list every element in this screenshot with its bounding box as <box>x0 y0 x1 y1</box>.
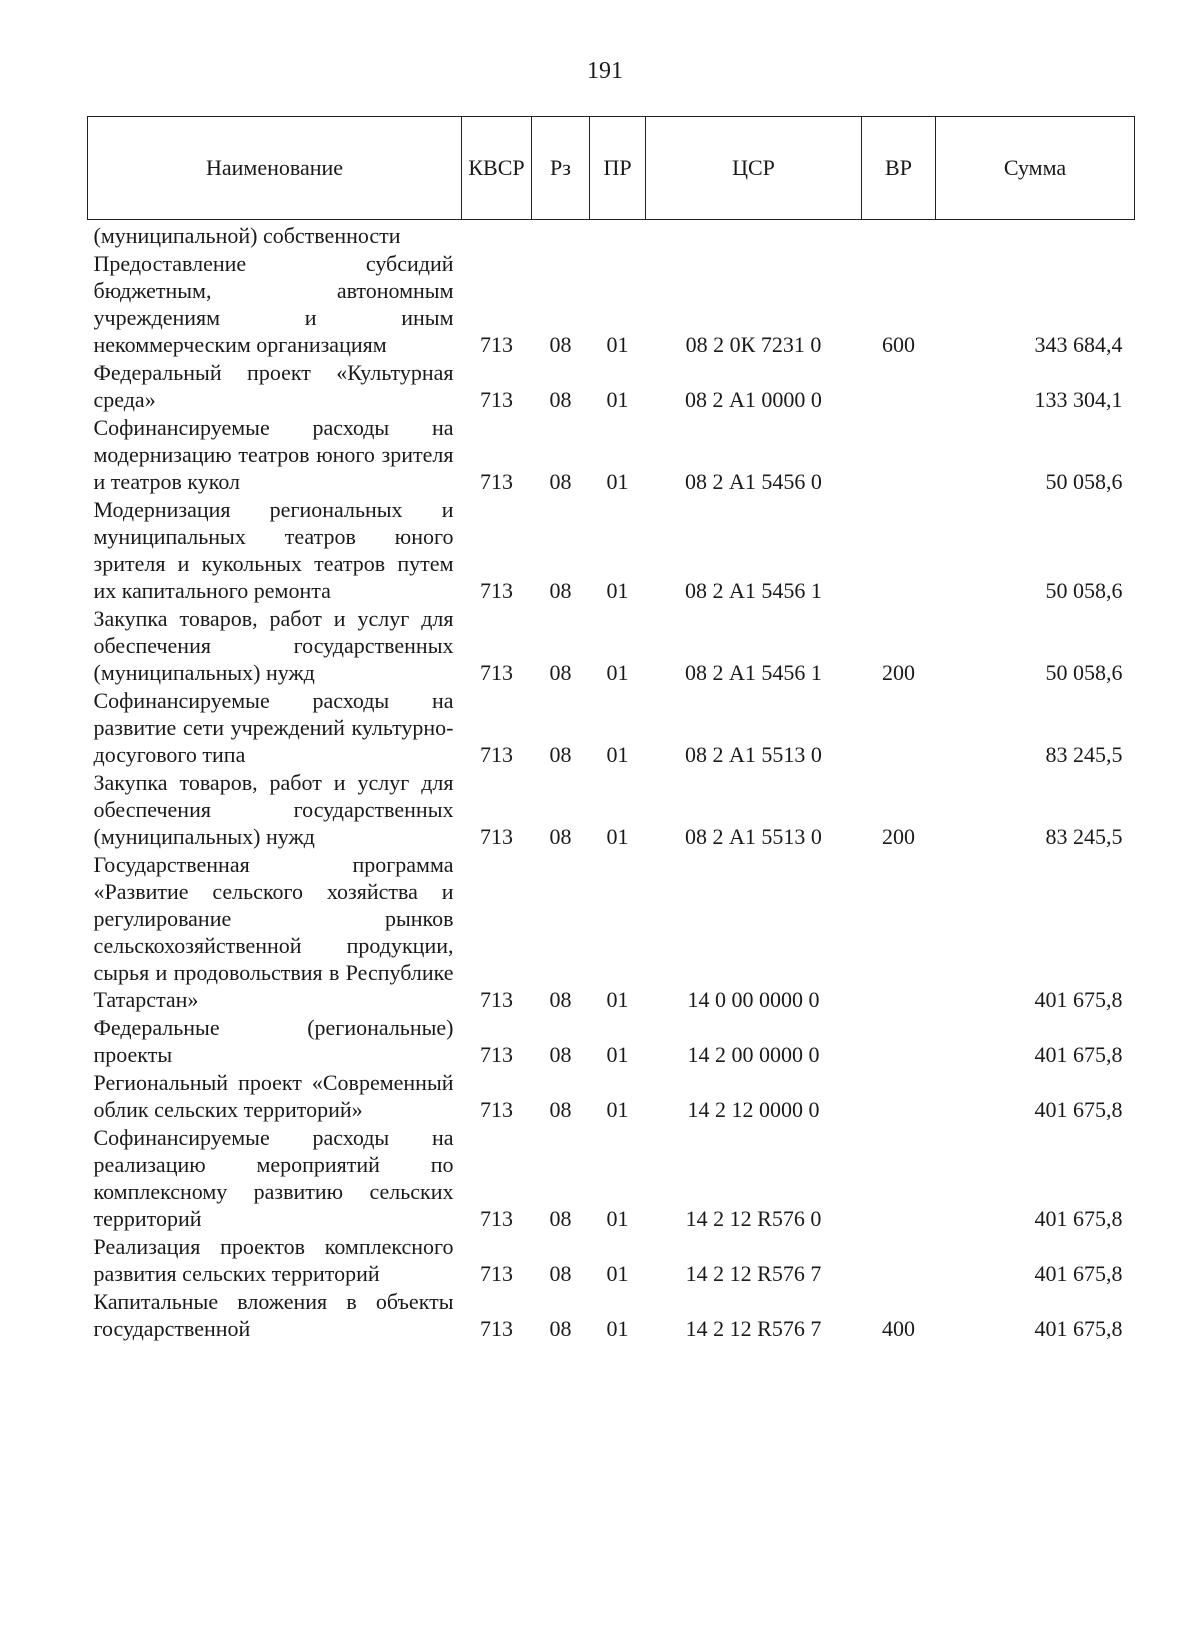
cell-rz: 08 <box>549 1316 572 1341</box>
cell-vr: 600 <box>882 332 915 357</box>
cell-pr: 01 <box>606 987 629 1012</box>
cell-vr: 200 <box>882 824 915 849</box>
table-row <box>88 605 1135 687</box>
table-row <box>88 1014 1135 1069</box>
cell-csr: 14 2 12 R576 7 <box>685 1261 822 1286</box>
cell-sum: 401 675,8 <box>1034 1097 1123 1122</box>
cell-csr: 14 0 00 0000 0 <box>687 987 820 1012</box>
table-row <box>88 359 1135 414</box>
cell-pr: 01 <box>606 824 629 849</box>
page-number: 191 <box>587 58 623 84</box>
cell-kvsr: 713 <box>480 1042 513 1067</box>
header-pr: ПР <box>590 117 646 220</box>
cell-sum: 401 675,8 <box>1034 1261 1123 1286</box>
header-vr: ВР <box>862 117 936 220</box>
cell-pr: 01 <box>606 387 629 412</box>
cell-kvsr: 713 <box>480 660 513 685</box>
cell-name: Закупка товаров, работ и услуг для обеспечения государственных (муниципальных) нужд <box>93 606 454 685</box>
cell-csr: 14 2 12 R576 7 <box>685 1316 822 1341</box>
cell-pr: 01 <box>606 1097 629 1122</box>
cell-name: Предоставление субсидий бюджетным, автономным учреждениям и иным некоммерческим организациям <box>93 251 454 357</box>
cell-sum: 50 058,6 <box>1045 469 1123 494</box>
cell-vr: 200 <box>882 660 915 685</box>
cell-sum <box>936 220 1135 251</box>
cell-rz: 08 <box>549 1261 572 1286</box>
cell-csr: 14 2 12 R576 0 <box>685 1206 822 1231</box>
cell-name: (муниципальной) собственности <box>93 223 401 248</box>
cell-pr <box>590 220 646 251</box>
cell-sum: 50 058,6 <box>1045 578 1123 603</box>
cell-kvsr: 713 <box>480 742 513 767</box>
cell-kvsr: 713 <box>480 1206 513 1231</box>
cell-csr: 14 2 00 0000 0 <box>687 1042 820 1067</box>
cell-vr <box>862 1124 936 1233</box>
cell-vr <box>862 687 936 769</box>
cell-kvsr <box>462 220 532 251</box>
cell-sum: 133 304,1 <box>1034 387 1123 412</box>
table-row <box>88 1233 1135 1288</box>
cell-csr: 14 2 12 0000 0 <box>687 1097 820 1122</box>
cell-csr: 08 2 А1 5513 0 <box>685 742 822 767</box>
table-row <box>88 769 1135 851</box>
cell-rz: 08 <box>549 1097 572 1122</box>
cell-name: Закупка товаров, работ и услуг для обеспечения государственных (муниципальных) нужд <box>93 770 454 849</box>
cell-rz: 08 <box>549 660 572 685</box>
table-row <box>88 1069 1135 1124</box>
cell-kvsr: 713 <box>480 469 513 494</box>
cell-pr: 01 <box>606 578 629 603</box>
header-kvsr: КВСР <box>462 117 532 220</box>
cell-vr <box>862 496 936 605</box>
cell-pr: 01 <box>606 660 629 685</box>
cell-sum: 401 675,8 <box>1034 1316 1123 1341</box>
header-rz: Рз <box>532 117 590 220</box>
cell-vr <box>862 414 936 496</box>
cell-kvsr: 713 <box>480 578 513 603</box>
cell-vr <box>862 1014 936 1069</box>
header-csr: ЦСР <box>646 117 862 220</box>
header-name: Наименование <box>88 117 462 220</box>
cell-sum: 50 058,6 <box>1045 660 1123 685</box>
table-row <box>88 687 1135 769</box>
cell-sum: 401 675,8 <box>1034 1042 1123 1067</box>
cell-name: Государственная программа «Развитие сельского хозяйства и регулирование рынков сельскохозяйственной продукции, сырья и продовольствия в Республике Татарстан» <box>93 852 454 1012</box>
cell-sum: 83 245,5 <box>1045 824 1123 849</box>
cell-pr: 01 <box>606 742 629 767</box>
cell-rz: 08 <box>549 1042 572 1067</box>
cell-pr: 01 <box>606 1206 629 1231</box>
cell-kvsr: 713 <box>480 1316 513 1341</box>
cell-rz: 08 <box>549 332 572 357</box>
cell-kvsr: 713 <box>480 824 513 849</box>
cell-pr: 01 <box>606 469 629 494</box>
table-row <box>88 1288 1135 1343</box>
cell-kvsr: 713 <box>480 332 513 357</box>
table-row <box>88 851 1135 1014</box>
cell-csr: 08 2 0К 7231 0 <box>685 332 822 357</box>
cell-csr: 08 2 А1 5456 1 <box>685 578 822 603</box>
cell-kvsr: 713 <box>480 1097 513 1122</box>
cell-sum: 83 245,5 <box>1045 742 1123 767</box>
cell-rz: 08 <box>549 578 572 603</box>
cell-vr <box>862 220 936 251</box>
cell-name: Федеральные (региональные) проекты <box>93 1015 454 1067</box>
cell-name: Софинансируемые расходы на реализацию мероприятий по комплексному развитию сельских территорий <box>93 1125 454 1231</box>
cell-kvsr: 713 <box>480 387 513 412</box>
cell-csr: 08 2 А1 0000 0 <box>685 387 822 412</box>
table-row <box>88 220 1135 251</box>
cell-rz: 08 <box>549 824 572 849</box>
header-sum: Сумма <box>936 117 1135 220</box>
cell-csr: 08 2 А1 5456 1 <box>685 660 822 685</box>
table-body <box>88 220 1135 1344</box>
table-row <box>88 250 1135 359</box>
table-row <box>88 414 1135 496</box>
cell-name: Реализация проектов комплексного развития сельских территорий <box>93 1234 454 1286</box>
cell-vr <box>862 1233 936 1288</box>
cell-rz: 08 <box>549 387 572 412</box>
cell-vr: 400 <box>882 1316 915 1341</box>
cell-rz: 08 <box>549 742 572 767</box>
cell-pr: 01 <box>606 332 629 357</box>
cell-name: Софинансируемые расходы на развитие сети учреждений культурно-досугового типа <box>93 688 454 767</box>
table-row <box>88 1124 1135 1233</box>
cell-pr: 01 <box>606 1261 629 1286</box>
cell-name: Федеральный проект «Культурная среда» <box>93 360 454 412</box>
cell-pr: 01 <box>606 1316 629 1341</box>
cell-name: Модернизация региональных и муниципальных театров юного зрителя и кукольных театров путем их капитального ремонта <box>93 497 454 603</box>
cell-sum: 401 675,8 <box>1034 1206 1123 1231</box>
cell-name: Софинансируемые расходы на модернизацию театров юного зрителя и театров кукол <box>93 415 454 494</box>
cell-rz: 08 <box>549 1206 572 1231</box>
cell-sum: 401 675,8 <box>1034 987 1123 1012</box>
cell-vr <box>862 1069 936 1124</box>
cell-sum: 343 684,4 <box>1034 332 1123 357</box>
cell-vr <box>862 851 936 1014</box>
table-row <box>88 496 1135 605</box>
cell-rz <box>532 220 590 251</box>
cell-vr <box>862 359 936 414</box>
budget-table <box>87 116 1135 1343</box>
cell-csr: 08 2 А1 5513 0 <box>685 824 822 849</box>
cell-pr: 01 <box>606 1042 629 1067</box>
cell-rz: 08 <box>549 987 572 1012</box>
cell-kvsr: 713 <box>480 987 513 1012</box>
cell-rz: 08 <box>549 469 572 494</box>
cell-csr: 08 2 А1 5456 0 <box>685 469 822 494</box>
cell-name: Капитальные вложения в объекты государственной <box>93 1289 454 1341</box>
cell-name: Региональный проект «Современный облик сельских территорий» <box>93 1070 454 1122</box>
cell-kvsr: 713 <box>480 1261 513 1286</box>
table-header <box>88 117 1135 220</box>
cell-csr <box>646 220 862 251</box>
